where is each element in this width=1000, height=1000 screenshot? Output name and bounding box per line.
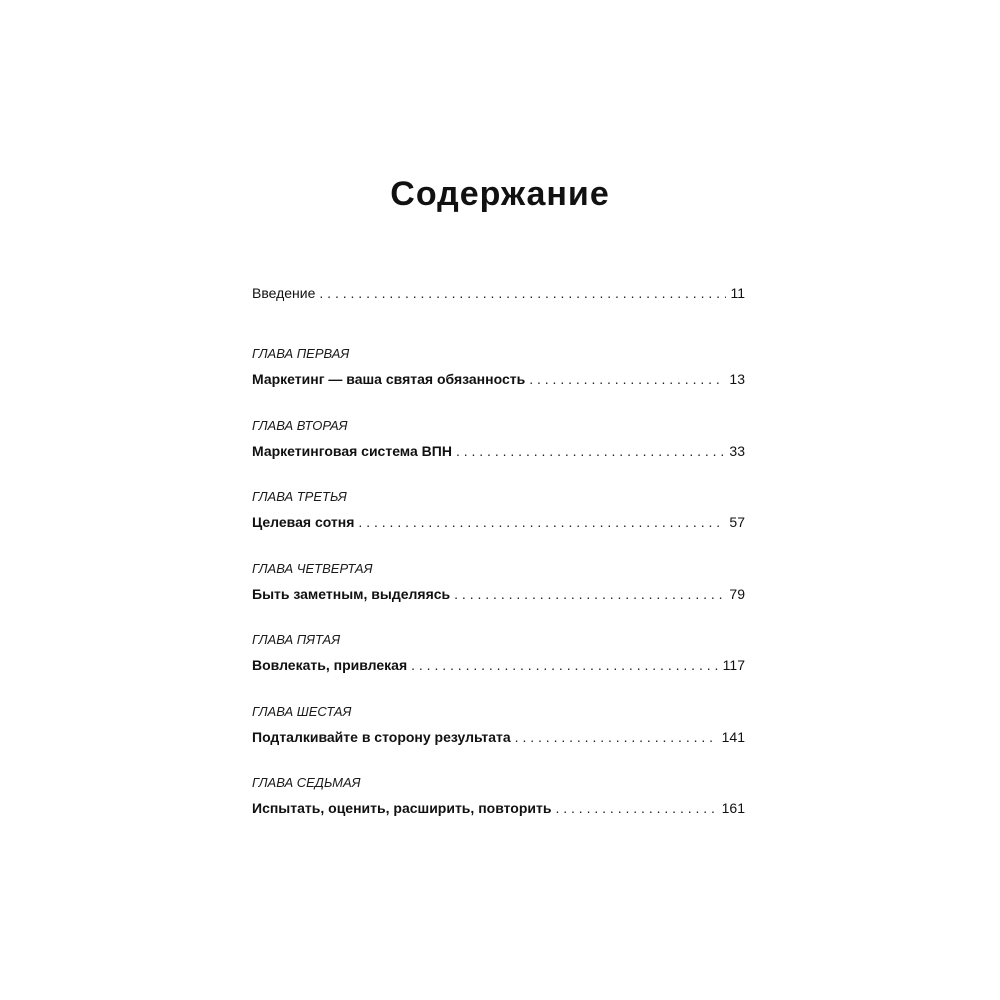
toc-entry-page-number: 79 [729, 586, 745, 602]
toc-entry-page-number: 141 [721, 729, 745, 745]
toc-entry-page-number: 33 [729, 443, 745, 459]
chapter-label: ГЛАВА ПЕРВАЯ [252, 346, 350, 361]
toc-entry-page-number: 117 [722, 657, 745, 673]
dot-leader [529, 370, 725, 388]
dot-leader [358, 513, 725, 531]
toc-entry-title: Маркетинговая система ВПН [252, 443, 452, 459]
toc-entry-title: Подталкивайте в сторону результата [252, 729, 511, 745]
dot-leader [411, 656, 719, 674]
toc-entry-chapter-4[interactable] [252, 585, 745, 603]
toc-entry-chapter-2[interactable] [252, 442, 745, 460]
dot-leader [454, 585, 725, 603]
page-title: Содержание [390, 175, 610, 213]
chapter-label: ГЛАВА ШЕСТАЯ [252, 704, 352, 719]
toc-entry-title: Вовлекать, привлекая [252, 657, 408, 673]
toc-entry-chapter-1[interactable] [252, 370, 745, 388]
toc-entry-chapter-7[interactable] [252, 799, 745, 817]
chapter-label: ГЛАВА СЕДЬМАЯ [252, 775, 361, 790]
toc-entry-title: Введение [252, 285, 316, 301]
chapter-label: ГЛАВА ЧЕТВЕРТАЯ [252, 561, 373, 576]
chapter-label: ГЛАВА ТРЕТЬЯ [252, 489, 347, 504]
dot-leader [515, 728, 718, 746]
toc-entry-title: Испытать, оценить, расширить, повторить [252, 800, 552, 816]
dot-leader [319, 284, 726, 302]
toc-entry-page-number: 13 [729, 371, 745, 387]
toc-entry-chapter-3[interactable] [252, 513, 745, 531]
toc-entry-page-number: 11 [730, 285, 745, 301]
toc-entry-chapter-6[interactable] [252, 728, 745, 746]
chapter-label: ГЛАВА ВТОРАЯ [252, 418, 348, 433]
dot-leader [456, 442, 725, 460]
toc-entry-title: Целевая сотня [252, 514, 355, 530]
toc-entry-chapter-5[interactable] [252, 656, 745, 674]
toc-entry-page-number: 161 [721, 800, 745, 816]
toc-entry-page-number: 57 [729, 514, 745, 530]
toc-entry-title: Быть заметным, выделяясь [252, 586, 451, 602]
toc-entry-introduction[interactable] [252, 284, 745, 302]
dot-leader [555, 799, 717, 817]
toc-entry-title: Маркетинг — ваша святая обязанность [252, 371, 526, 387]
chapter-label: ГЛАВА ПЯТАЯ [252, 632, 341, 647]
